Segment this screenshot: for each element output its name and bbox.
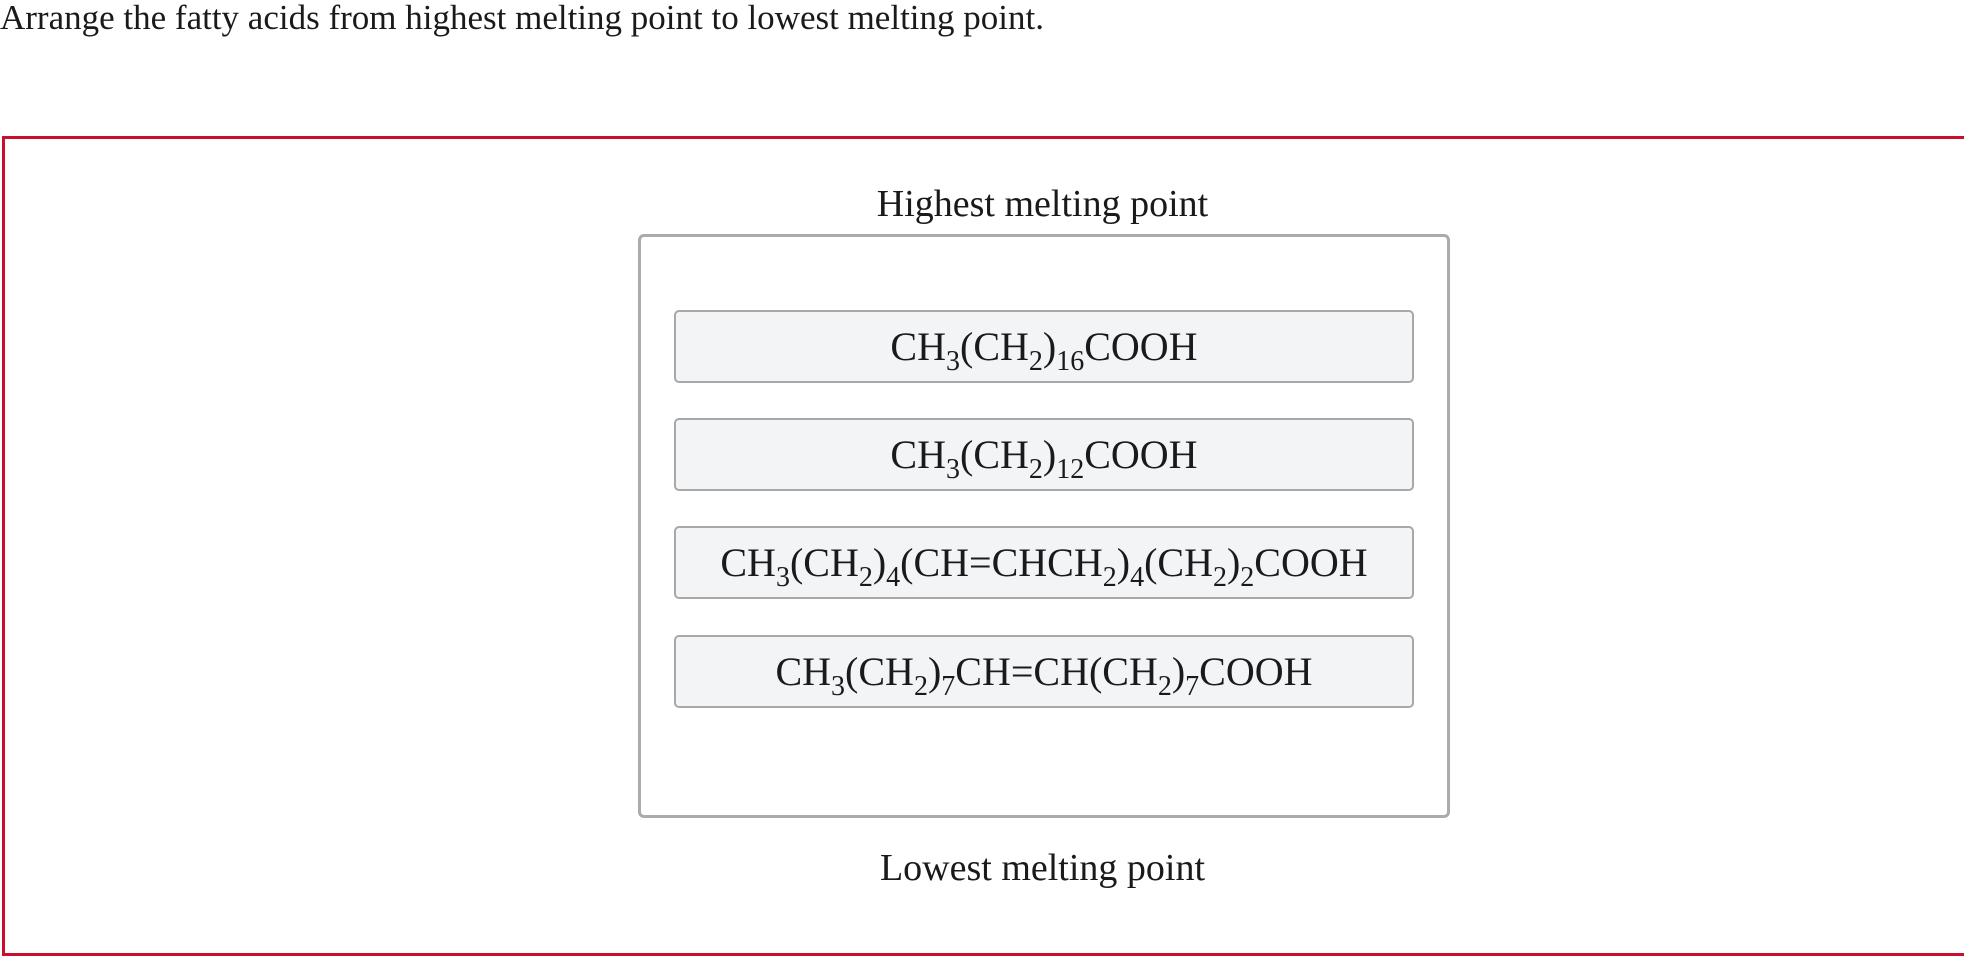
question-prompt: Arrange the fatty acids from highest melting point to lowest melting point. [0,0,1044,37]
fatty-acid-formula: $CH_3(CH_2)_{16}COOH$ [890,324,1198,377]
highest-melting-point-label: Highest melting point [876,183,1209,225]
fatty-acid-item-1[interactable] [674,310,1414,383]
fatty-acid-item-2[interactable] [674,418,1414,491]
fatty-acid-formula: $CH_3(CH_2)_{12}COOH$ [890,432,1198,485]
fatty-acid-formula: $CH_3(CH_2)_7CH=CH(CH_2)_7COOH$ [775,649,1313,702]
fatty-acid-item-4[interactable] [674,635,1414,708]
lowest-melting-point-label: Lowest melting point [879,847,1206,889]
fatty-acid-formula: $CH_3(CH_2)_4(CH=CHCH_2)_4(CH_2)_2COOH$ [720,540,1368,593]
fatty-acid-item-3[interactable] [674,526,1414,599]
